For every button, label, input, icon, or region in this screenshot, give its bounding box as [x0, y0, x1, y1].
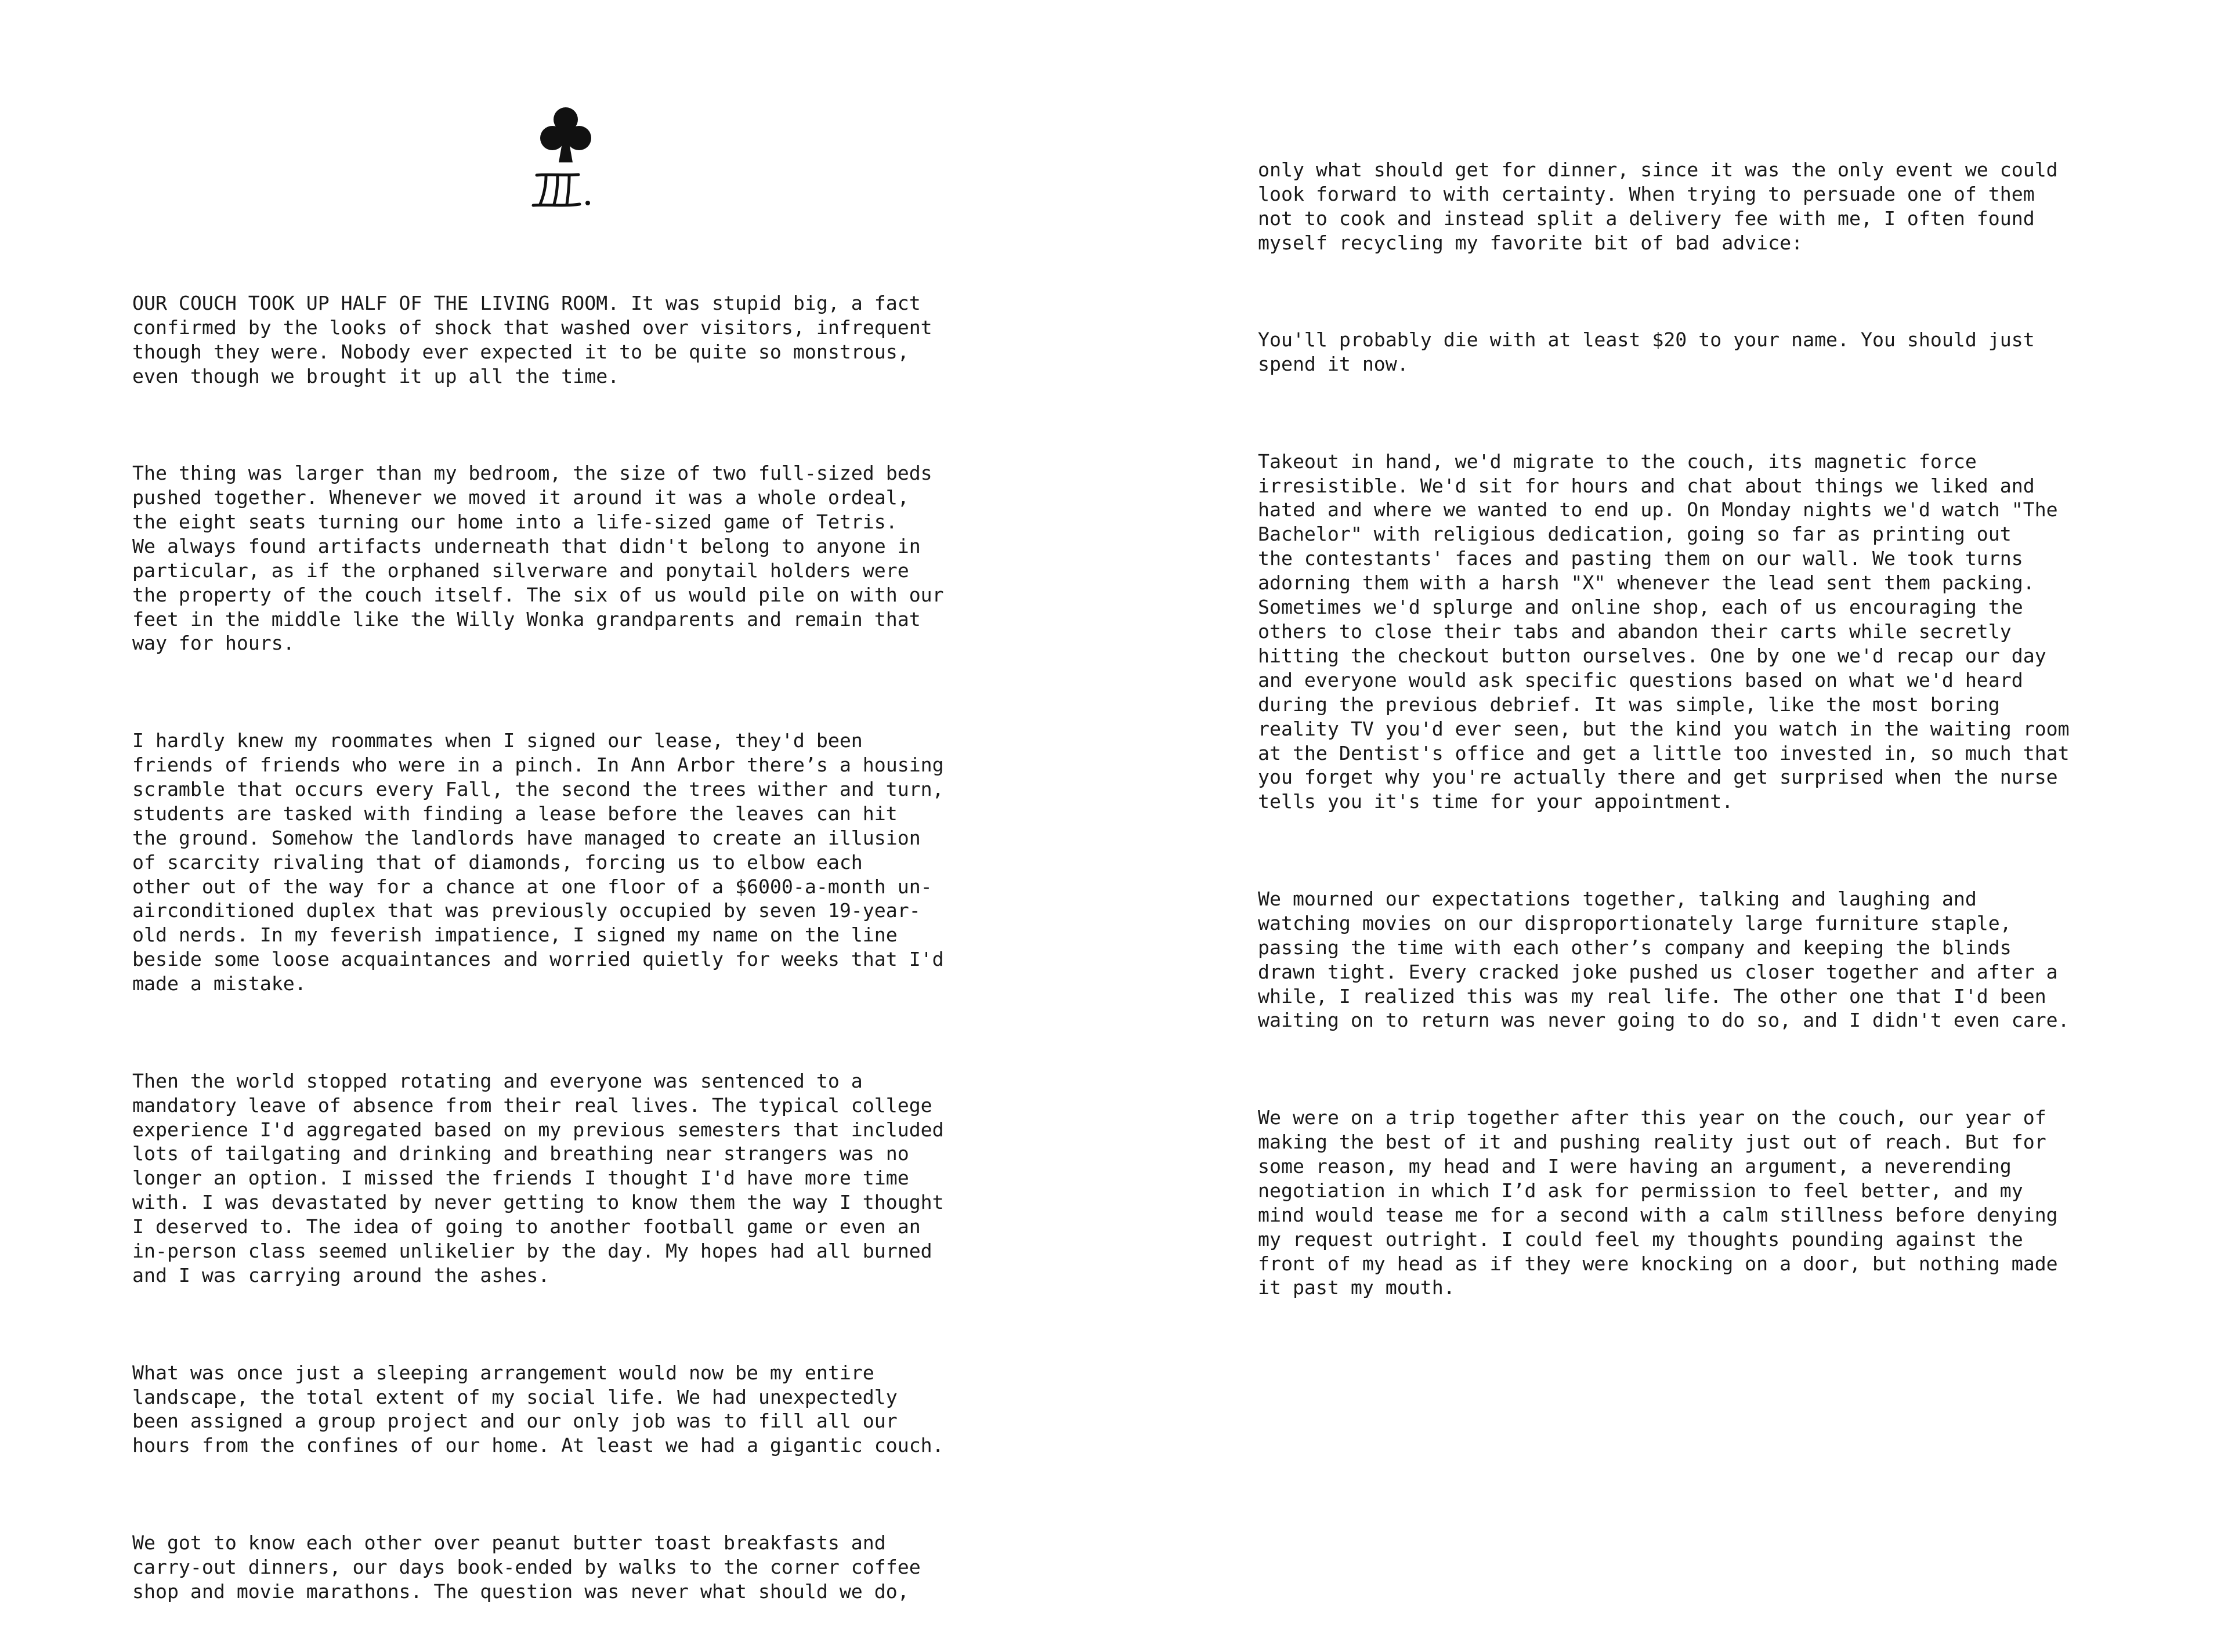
paragraph: Then the world stopped rotating and everyone was sentenced to a mandatory leave of absence from their real lives. The typical college experience I'd aggregated based on my previous semesters that included lots of tailgating and drinking and breathing near strangers was no longer an option. I missed the friends I thought I'd have more time with. I was devastated by never getting to know them the way I thought I deserved to. The idea of going to another football game or even an in-person class seemed unlikelier by the day. My hopes had all burned and I was carrying around the ashes.: [132, 1069, 944, 1287]
paragraph: We got to know each other over peanut butter toast breakfasts and carry-out dinners, our days book-ended by walks to the corner coffee shop and movie marathons. The question was never what should we do,: [132, 1531, 921, 1603]
paragraph: I hardly knew my roommates when I signed our lease, they'd been friends of friends who were in a pinch. In Ann Arbor there’s a housing scramble that occurs every Fall, the second the trees wither and turn, students are tasked with finding a lease before the leaves can hit the ground. Somehow the landlords have managed to create an illusion of scarcity rivaling that of diamonds, forcing us to elbow each other out of the way for a chance at one floor of a $6000-a-month un- airconditioned duplex that was previously occupied by seven 19-year- old nerds. In my feverish impatience, I signed my name on the line beside some loose acquaintances and worried quietly for weeks that I'd made a mistake.: [132, 729, 944, 995]
club-suit-icon: [539, 104, 592, 167]
right-page: [1114, 0, 2228, 1441]
paragraph: Takeout in hand, we'd migrate to the couch, its magnetic force irresistible. We'd sit for hours and chat about things we liked and hated and where we wanted to end up. On Monday nights we'd watch "The Bachelor" with religious dedication, going so far as printing out the contestants' faces and pasting them on our wall. We took turns adorning them with a harsh "X" whenever the lead sent them packing. Sometimes we'd splurge and online shop, each of us encouraging the others to close their tabs and abandon their carts while secretly hitting the checkout button ourselves. One by one we'd recap our day and everyone would ask specific questions based on what we'd heard during the previous debrief. It was simple, like the most boring reality TV you'd ever seen, but the kind you watch in the waiting room at the Dentist's office and get a little too invested in, so much that you forget why you're actually there and get surprised when the nurse tells you it's time for your appointment.: [1258, 450, 2070, 813]
left-page-text: [132, 242, 944, 1652]
paragraph: We were on a trip together after this year on the couch, our year of making the best of it and pushing reality just out of reach. But for some reason, my head and I were having an argument, a neverending negotiation in which I’d ask for permission to feel better, and my mind would tease me for a second with a calm stillness before denying my request outright. I could feel my thoughts pounding against the front of my head as if they were knocking on a door, but nothing made it past my mouth.: [1258, 1106, 2058, 1299]
chapter-heading: [525, 104, 606, 210]
paragraph: only what should get for dinner, since it was the only event we could look forward to with certainty. When trying to persuade one of them not to cook and instead split a delivery fee with me, I often found myself recycling my favorite bit of bad advice:: [1258, 158, 2058, 254]
paragraph: You'll probably die with at least $20 to your name. You should just spend it now.: [1258, 328, 2035, 376]
paragraph: The thing was larger than my bedroom, the size of two full-sized beds pushed together. Whenever we moved it around it was a whole ordeal, the eight seats turning our home into a life-sized game of Tetris. We always found artifacts underneath that didn't belong to anyone in particular, as if the orphaned silverware and ponytail holders were the property of the couch itself. The six of us would pile on with our feet in the middle like the Willy Wonka grandparents and remain that way for hours.: [132, 462, 944, 655]
paragraph: What was once just a sleeping arrangement would now be my entire landscape, the total extent of my social life. We had unexpectedly been assigned a group project and our only job was to fill all our hours from the confines of our home. At least we had a gigantic couch.: [132, 1361, 944, 1457]
paragraph: We mourned our expectations together, talking and laughing and watching movies on our disproportionately large furniture staple, passing the time with each other’s company and keeping the blinds drawn tight. Every cracked joke pushed us closer together and after a while, I realized this was my real life. The other one that I'd been waiting on to return was never going to do so, and I didn't even care.: [1258, 887, 2070, 1032]
right-page-text: [1258, 109, 2070, 1349]
paragraph: OUR COUCH TOOK UP HALF OF THE LIVING ROOM. It was stupid big, a fact confirmed by the looks of shock that washed over visitors, infrequent though they were. Nobody ever expected it to be quite so monstrous, even though we brought it up all the time.: [132, 291, 932, 387]
left-page: [0, 0, 1114, 1603]
chapter-numeral: [531, 171, 601, 210]
